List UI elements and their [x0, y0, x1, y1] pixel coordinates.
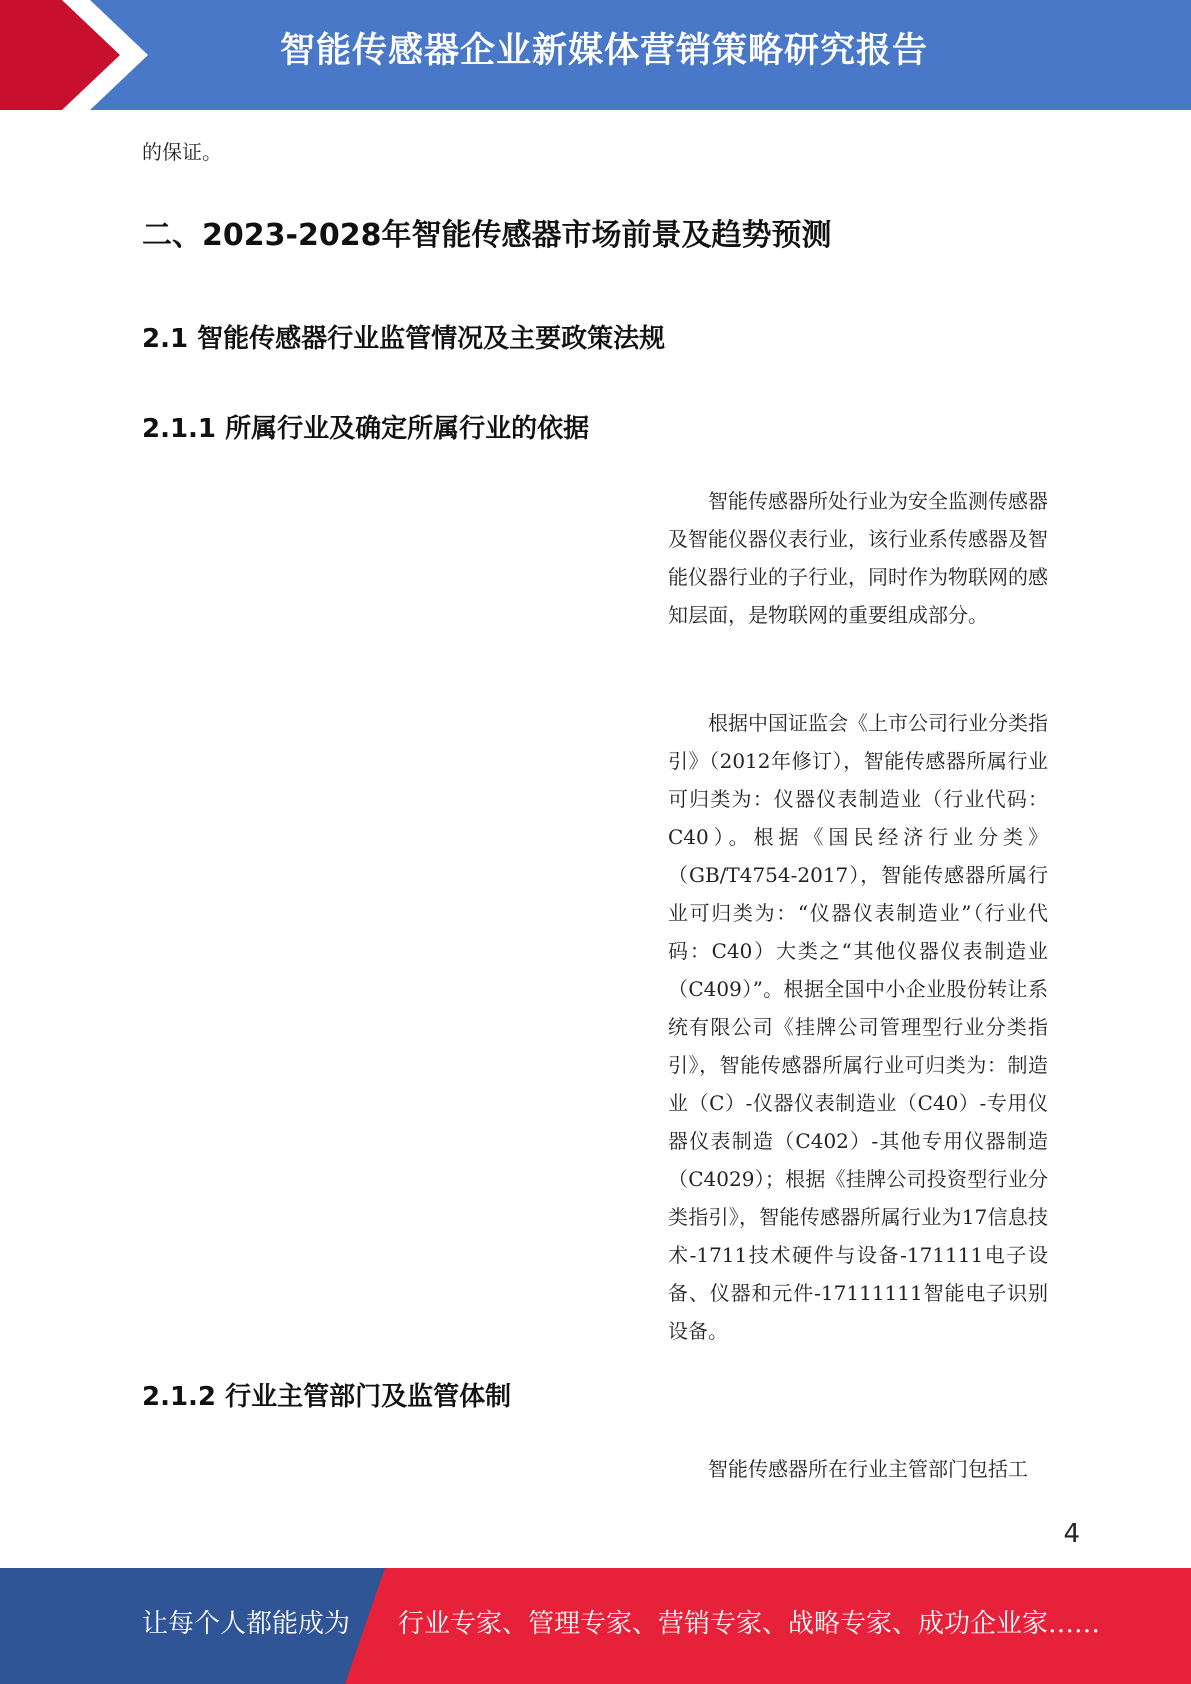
page-number: 4 [1063, 1519, 1080, 1549]
subsection-heading: 2.1 智能传感器行业监管情况及主要政策法规 [142, 324, 666, 354]
section-heading: 二、2023-2028年智能传感器市场前景及趋势预测 [142, 218, 832, 253]
header-title: 智能传感器企业新媒体营销策略研究报告 [280, 31, 929, 71]
footer-slogan-right: 行业专家、管理专家、营销专家、战略专家、成功企业家…… [398, 1609, 1101, 1639]
header-chevron-decoration [0, 0, 200, 110]
page-header [0, 0, 1191, 110]
page-footer [0, 1568, 1191, 1684]
paragraph-industry-classification: 根据中国证监会《上市公司行业分类指引》（2012年修订），智能传感器所属行业可归类为：仪器仪表制造业（行业代码：C40）。根据《国民经济行业分类》（GB/T4754-2017），智能传感器所属行业可归类为：“仪器仪表制造业”（行业代码：C40）大类之“其他仪器仪表制造业（C409）”。根据全国中小企业股份转让系统有限公司《挂牌公司管理型行业分类指引》，智能传感器所属行业可归类为：制造业（C）-仪器仪表制造业（C40）-专用仪器仪表制造（C402）-其他专用仪器制造（C4029）；根据《挂牌公司投资型行业分类指引》，智能传感器所属行业为17信息技术-1711技术硬件与设备-171111电子设备、仪器和元件-17111111智能电子识别设备。 [668, 711, 1048, 1343]
paragraph-industry-overview: 智能传感器所处行业为安全监测传感器及智能仪器仪表行业，该行业系传感器及智能仪器行业的子行业，同时作为物联网的感知层面，是物联网的重要组成部分。 [668, 489, 1048, 627]
lead-text: 的保证。 [142, 140, 222, 164]
sub-subsection-heading-1: 2.1.1 所属行业及确定所属行业的依据 [142, 414, 590, 444]
sub-subsection-heading-2: 2.1.2 行业主管部门及监管体制 [142, 1382, 512, 1412]
footer-slogan-left: 让每个人都能成为 [142, 1609, 351, 1639]
paragraph-regulators: 智能传感器所在行业主管部门包括工 [708, 1457, 1028, 1481]
